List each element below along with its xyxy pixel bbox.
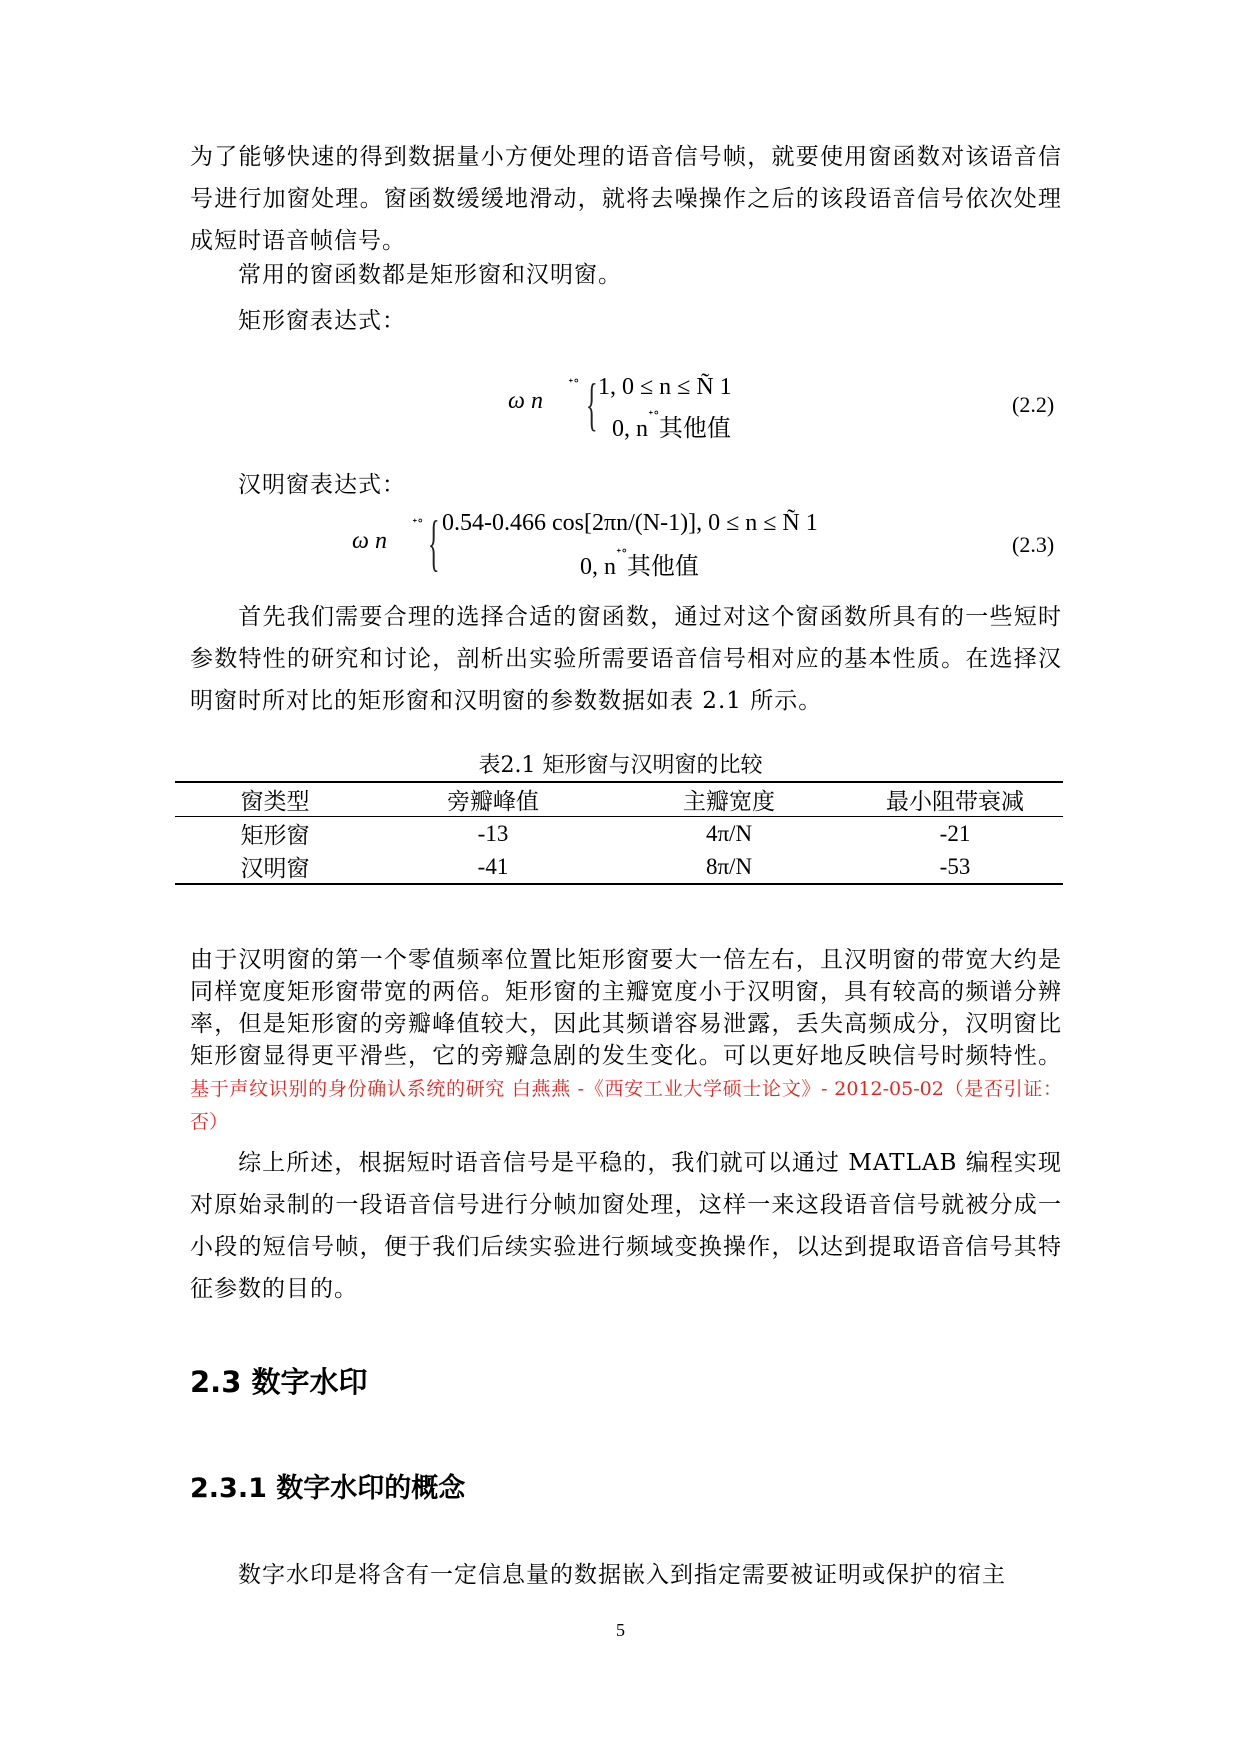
table-cell: -53	[939, 853, 971, 879]
page-number: 5	[616, 1620, 625, 1640]
table-cell: 4π/N	[705, 820, 753, 846]
subsection-heading: 2.3.1 数字水印的概念	[190, 1473, 466, 1504]
table-header-cell: 主瓣宽度	[683, 789, 775, 814]
paragraph-text: 综上所述，根据短时语音信号是平稳的，我们就可以通过 MATLAB 编程实现对原始录制的一段语音信号进行分帧加窗处理，这样一来这段语音信号就被分成一小段的短信号帧，便于我们后续实验进行频域变换操作，以达到提取语音信号其特征参数的目的。	[190, 1150, 1062, 1302]
table-cell: -41	[477, 853, 509, 879]
equation-glyph: ᐩᐤ	[412, 517, 423, 532]
paragraph-rect-window-label: 矩形窗表达式：	[238, 308, 406, 334]
table-cell: -13	[477, 820, 509, 846]
table-cell: 矩形窗	[240, 823, 310, 848]
paragraph-hamming-comparison	[190, 944, 1062, 1138]
table-header-row	[175, 782, 1063, 817]
table-row	[175, 817, 1063, 851]
paragraph-watermark-definition: 数字水印是将含有一定信息量的数据嵌入到指定需要被证明或保护的宿主	[238, 1562, 1006, 1588]
paragraph-hamming-window-label: 汉明窗表达式：	[238, 472, 406, 498]
paragraph-intro: 为了能够快速的得到数据量小方便处理的语音信号帧，就要使用窗函数对该语音信号进行加窗处理。窗函数缓缓地滑动，就将去噪操作之后的该段语音信号依次处理成短时语音帧信号。	[190, 144, 1062, 254]
equation-number: (2.3)	[1012, 532, 1055, 557]
table-header-cell: 窗类型	[240, 789, 310, 814]
equation-case-1: 0.54-0.466 cos[2πn/(N-1)], 0 ≤ n ≤ Ñ 1	[442, 510, 818, 536]
equation-brace: {	[586, 371, 598, 437]
equation-case-2-tail: 其他值	[626, 552, 699, 580]
table-cell: 8π/N	[705, 853, 753, 879]
table-header-cell: 旁瓣峰值	[447, 789, 539, 814]
equation-lhs: ω n	[508, 388, 543, 414]
paragraph-window-selection	[190, 596, 1062, 722]
equation-case-2: 0, n	[580, 554, 616, 580]
table-cell: -21	[939, 820, 971, 846]
equation-brace: {	[428, 507, 440, 578]
paragraph-text: 首先我们需要合理的选择合适的窗函数，通过对这个窗函数所具有的一些短时参数特性的研究和讨论，剖析出实验所需要语音信号相对应的基本性质。在选择汉明窗时所对比的矩形窗和汉明窗的参数数据如表 2.1 所示。	[190, 604, 1062, 714]
table-row	[175, 850, 1063, 884]
table-cell: 汉明窗	[240, 856, 310, 881]
equation-lhs: ω n	[352, 528, 387, 554]
equation-glyph: ᐩᐤ	[568, 377, 579, 392]
citation-link[interactable]: 基于声纹识别的身份确认系统的研究 白燕燕 -《西安工业大学硕士论文》- 2012-05-02（是否引证：否）	[190, 1078, 1062, 1133]
paragraph-common-windows: 常用的窗函数都是矩形窗和汉明窗。	[238, 262, 622, 288]
paragraph-summary	[190, 1142, 1062, 1310]
equation-case-1: 1, 0 ≤ n ≤ Ñ 1	[598, 374, 732, 400]
section-heading: 2.3 数字水印	[190, 1365, 368, 1399]
paragraph-text: 由于汉明窗的第一个零值频率位置比矩形窗要大一倍左右，且汉明窗的带宽大约是同样宽度矩形窗带宽的两倍。矩形窗的主瓣宽度小于汉明窗，具有较高的频谱分辨率，但是矩形窗的旁瓣峰值较大，因此其频谱容易泄露，丢失高频成分，汉明窗比矩形窗显得更平滑些，它的旁瓣急剧的发生变化。可以更好地反映信号时频特性。	[190, 947, 1062, 1069]
table-header-cell: 最小阻带衰减	[886, 789, 1024, 814]
comparison-table	[175, 781, 1063, 885]
table-caption: 表2.1 矩形窗与汉明窗的比较	[478, 753, 763, 778]
equation-case-2: 0, n	[612, 416, 648, 442]
equation-number: (2.2)	[1012, 392, 1055, 417]
equation-case-2-tail: 其他值	[658, 414, 731, 442]
